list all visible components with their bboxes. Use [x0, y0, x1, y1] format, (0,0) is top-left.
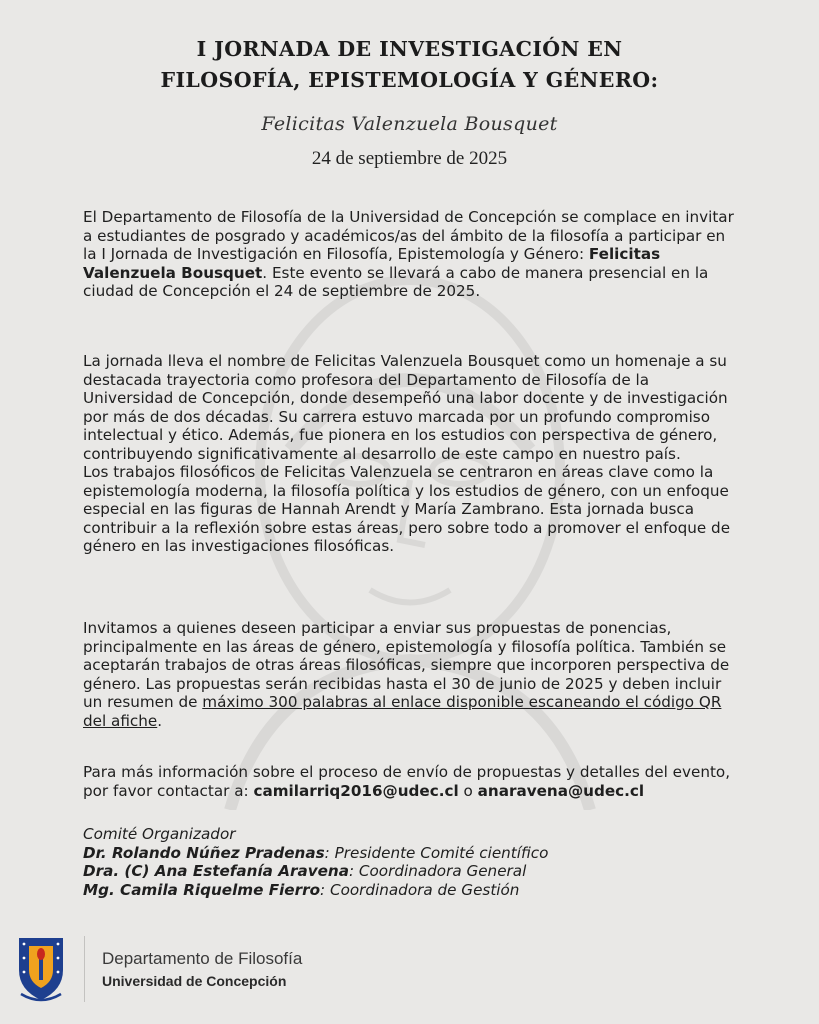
- intro-text-end: . Este evento se llevará a cabo de manera presencial en la ciudad de Concepción el 24 de septiembre de 2025.: [83, 263, 709, 300]
- intro-honoree-bold: Felicitas Valenzuela Bousquet: [83, 245, 661, 282]
- submission-link-text[interactable]: máximo 300 palabras al enlace disponible escaneando el código QR del afiche: [83, 693, 722, 730]
- research-text: Los trabajos filosóficos de Felicitas Valenzuela se centraron en áreas clave como la epistemología moderna, la filosofía política y los estudios de género, con un enfoque especial en las figuras de Hannah Arendt y María Zambrano. Esta jornada busca contribuir a la reflexión sobre estas áreas, pero sobre todo a promover el enfoque de género en las investigaciones filosóficas.: [83, 463, 731, 555]
- member-name: Dra. (C) Ana Estefanía Aravena: [83, 862, 349, 880]
- member-role: : Coordinadora de Gestión: [320, 880, 520, 899]
- event-title-line-1: I JORNADA DE INVESTIGACIÓN EN: [196, 37, 623, 61]
- call-text: Invitamos a quienes deseen participar a enviar sus propuestas de ponencias, principalmente en las áreas de género, epistemología y filosofía política. También se aceptarán trabajos de otras áreas filosóficas, siempre que incorporen perspectiva de género. Las propuestas serán recibidas hasta el 30 de junio de 2025 y deben incluir un resumen de: [83, 619, 730, 711]
- member-name: Mg. Camila Riquelme Fierro: [83, 880, 321, 899]
- contact-paragraph: [83, 763, 743, 800]
- footer-divider: [84, 936, 85, 1002]
- footer-university: Universidad de Concepción: [102, 973, 287, 989]
- committee-member: [83, 862, 743, 881]
- contact-email-2[interactable]: anaravena@udec.cl: [477, 781, 645, 800]
- contact-email-1[interactable]: camilarriq2016@udec.cl: [253, 781, 459, 800]
- event-date: 24 de septiembre de 2025: [311, 148, 508, 169]
- university-shield-icon: [15, 936, 67, 1004]
- contact-text: Para más información sobre el proceso de envío de propuestas y detalles del evento, por favor contactar a:: [83, 763, 731, 800]
- member-role: : Presidente Comité científico: [324, 843, 549, 862]
- contact-connector: o: [458, 781, 478, 800]
- committee-member: [83, 844, 743, 863]
- call-text-end: .: [157, 711, 163, 730]
- member-role: : Coordinadora General: [348, 862, 527, 880]
- member-name: Dr. Rolando Núñez Pradenas: [83, 843, 325, 862]
- committee-heading: Comité Organizador: [83, 825, 236, 843]
- call-paragraph: [83, 619, 743, 730]
- organizing-committee: [83, 825, 743, 899]
- footer-department: Departamento de Filosofía: [102, 949, 303, 968]
- event-title-line-2: FILOSOFÍA, EPISTEMOLOGÍA Y GÉNERO:: [160, 68, 659, 92]
- intro-text: El Departamento de Filosofía de la Universidad de Concepción se complace en invitar a estudiantes de posgrado y académicos/as del ámbito de la filosofía a participar en la I Jornada de Investigación en Filosofía, Epistemología y Género:: [83, 208, 734, 263]
- event-title: [0, 34, 819, 96]
- homage-text: La jornada lleva el nombre de Felicitas Valenzuela Bousquet como un homenaje a su destacada trayectoria como profesora del Departamento de Filosofía de la Universidad de Concepción, donde desempeñó una labor docente y de investigación por más de dos décadas. Su carrera estuvo marcada por un profundo compromiso intelectual y ético. Además, fue pionera en los estudios con perspectiva de género, contribuyendo significativamente al desarrollo de este campo en nuestro país.: [83, 352, 728, 463]
- honoree-name: Felicitas Valenzuela Bousquet: [261, 113, 558, 135]
- homage-paragraph: [83, 352, 743, 556]
- committee-member: [83, 881, 743, 900]
- intro-paragraph: [83, 208, 743, 301]
